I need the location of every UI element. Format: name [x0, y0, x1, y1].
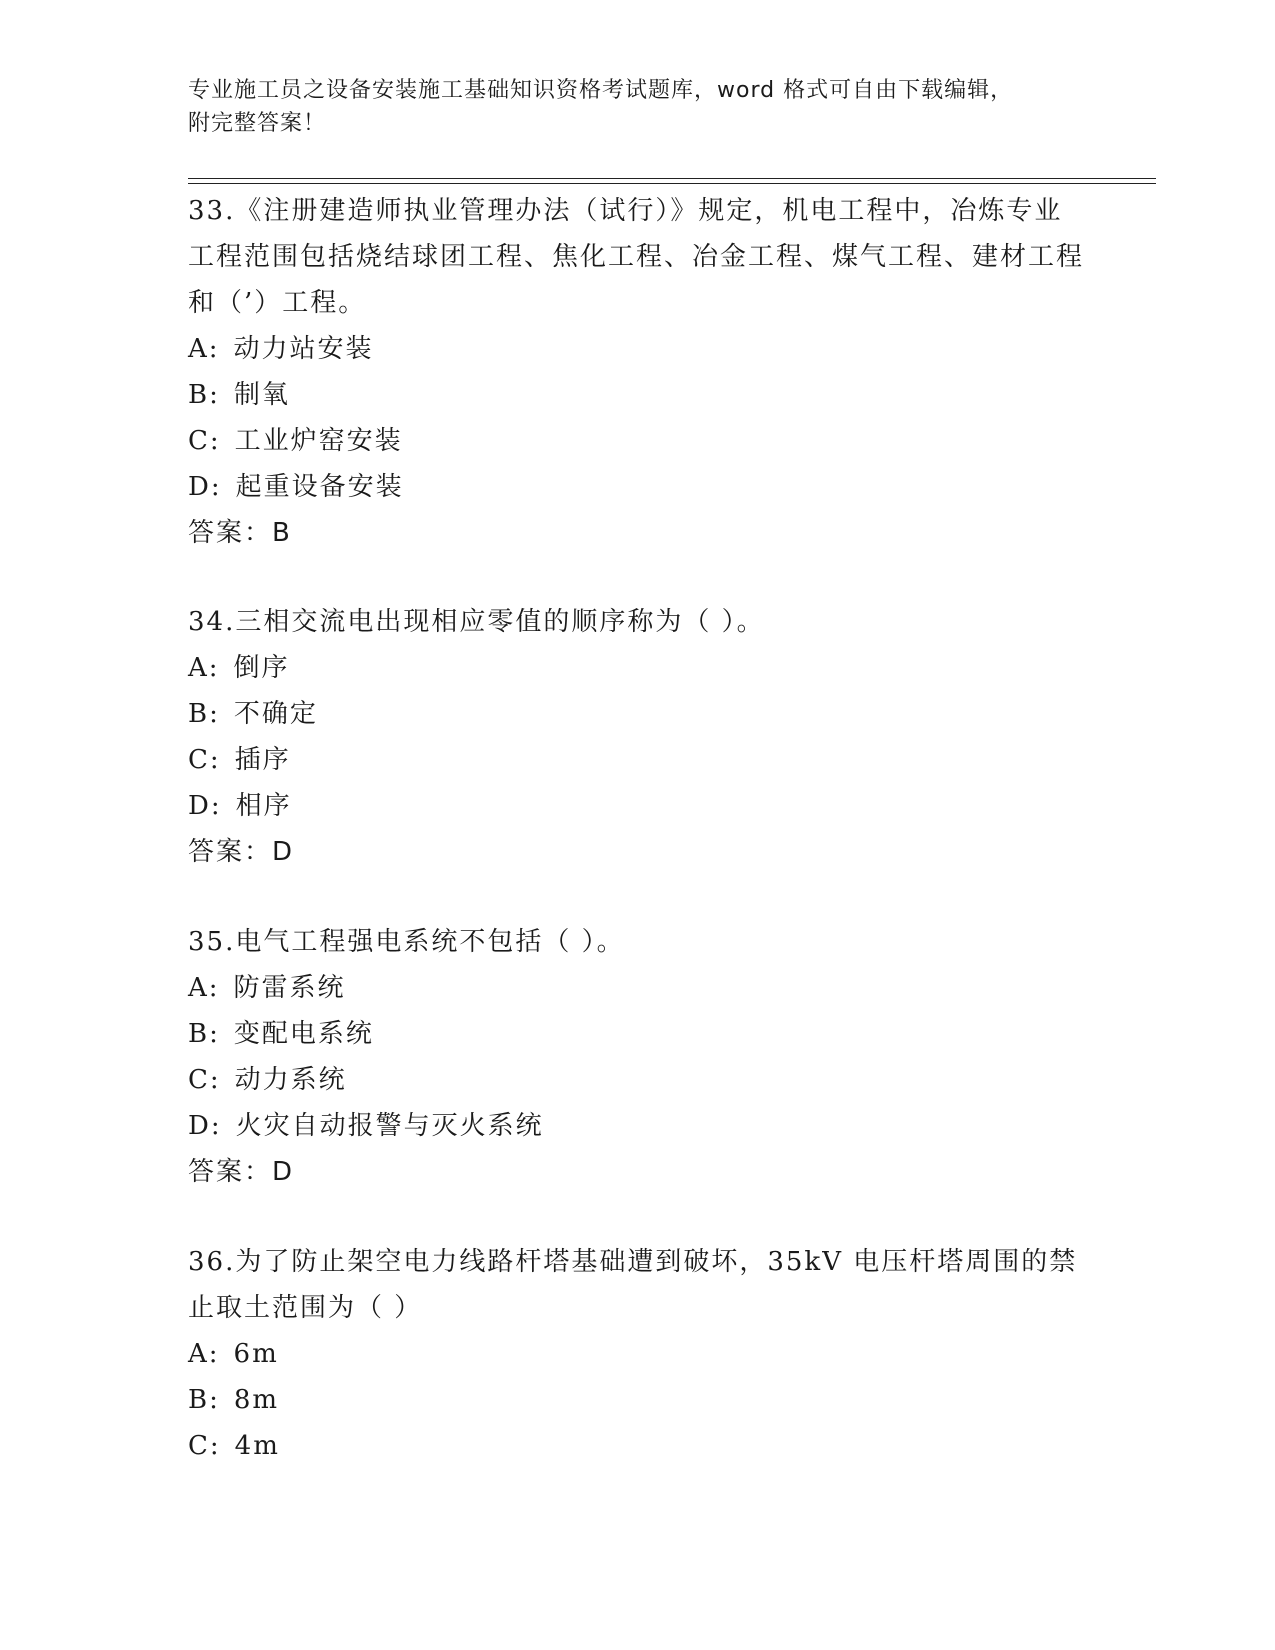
- document-header: [188, 74, 1088, 140]
- option-a: A: 6m: [188, 1339, 279, 1369]
- question-stem: 35.电气工程强电系统不包括（ ）。: [188, 927, 625, 957]
- question-36: [188, 1239, 1088, 1469]
- question-stem: 33.《注册建造师执业管理办法（试行）》规定，机电工程中，冶炼专业工程范围包括烧结球团工程、焦化工程、冶金工程、煤气工程、建材工程和（’）工程。: [188, 196, 1085, 318]
- answer: 答案：D: [188, 1157, 295, 1187]
- header-divider-bottom: [188, 183, 1156, 184]
- option-c: C: 4m: [188, 1431, 280, 1461]
- option-c: C: 动力系统: [188, 1065, 347, 1095]
- answer: 答案：B: [188, 518, 292, 548]
- answer: 答案：D: [188, 837, 295, 867]
- option-a: A: 防雷系统: [188, 973, 346, 1003]
- option-c: C: 插序: [188, 745, 291, 775]
- option-a: A: 倒序: [188, 653, 290, 683]
- question-33: [188, 188, 1088, 556]
- question-stem: 34.三相交流电出现相应零值的顺序称为（ ）。: [188, 607, 765, 637]
- header-line-2: 附完整答案！: [188, 111, 327, 136]
- question-34: [188, 599, 1088, 875]
- question-stem: 36.为了防止架空电力线路杆塔基础遭到破坏，35kV 电压杆塔周围的禁止取土范围为（ ）: [188, 1247, 1078, 1323]
- option-b: B: 不确定: [188, 699, 318, 729]
- question-35: [188, 919, 1088, 1195]
- option-a: A: 动力站安装: [188, 334, 374, 364]
- option-d: D: 起重设备安装: [188, 472, 404, 502]
- option-d: D: 火灾自动报警与灭火系统: [188, 1111, 544, 1141]
- option-c: C: 工业炉窑安装: [188, 426, 403, 456]
- option-b: B: 变配电系统: [188, 1019, 374, 1049]
- header-divider-top: [188, 178, 1156, 179]
- header-line-1: 专业施工员之设备安装施工基础知识资格考试题库，word 格式可自由下载编辑，: [188, 78, 1014, 103]
- option-b: B: 8m: [188, 1385, 280, 1415]
- option-d: D: 相序: [188, 791, 292, 821]
- option-b: B: 制氧: [188, 380, 290, 410]
